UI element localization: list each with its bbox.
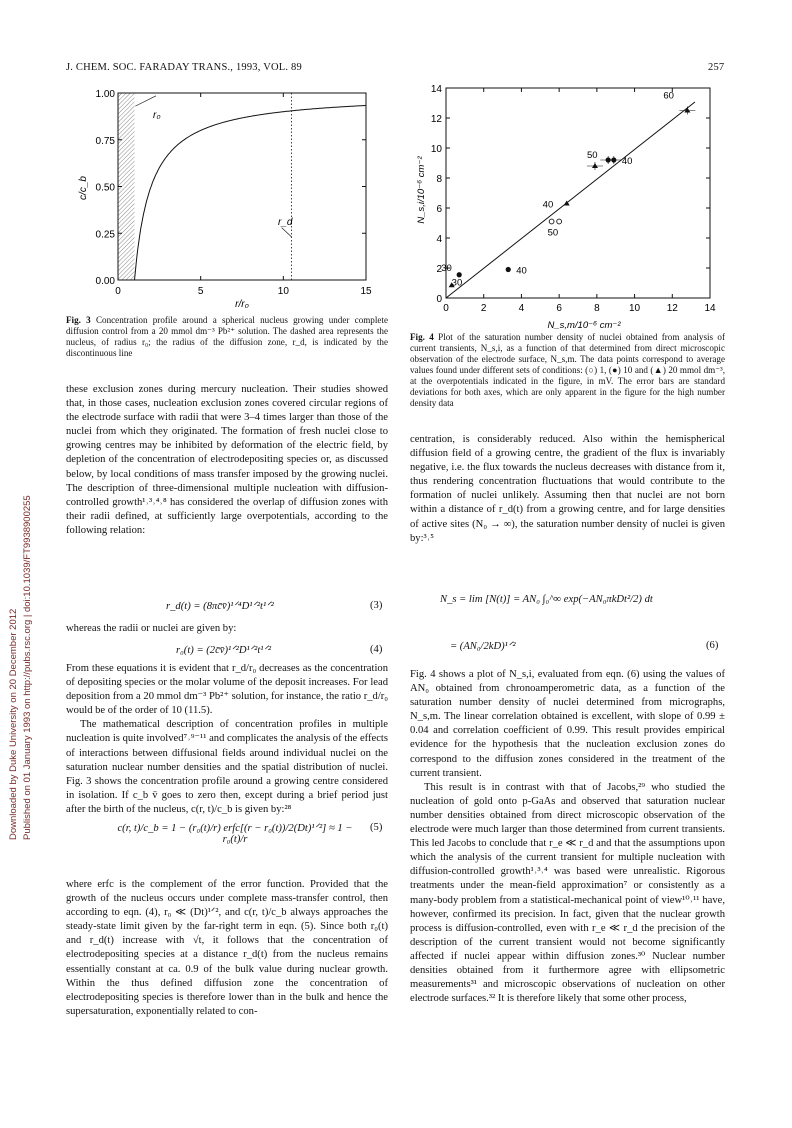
fig4-ytick-label: 14 [430,84,442,95]
fig4-caption-text: Plot of the saturation number density of nuclei obtained from analysis of current transients, N_s,i, as a function of that determined from direct microscopic observation of the electrode surface, N_s,m. The data points correspond to average values found under different sets of conditions: (○) 1, (●) 10 and (▲) 20 mmol dm⁻³, at the overpotentials indicated in the figure, in mV. The error bars are standard deviations for both axes, which are only apparent in the figure for the high number density data [410,332,725,408]
fig4-xlabel: N_s,m/10⁻⁶ cm⁻² [547,320,621,331]
col1-paragraph-1: these exclusion zones during mercury nucleation. Their studies showed that, in those cases, nucleation exclusion zones covered circular regions of the electrode surface with radii that were 3–4 times larger than those of the nuclei from which they originated. The formation of fresh nuclei close to growing centres may be inhibited by deformation of the electric field, by depletion of the concentration of electrodepositing species or, as discussed below, by local conditions of mass transfer imposed by the growing nuclei. The description of three-dimensional multiple nucleation with diffusion-controlled growth¹˒³˒⁴˒⁸ has considered the overlap of diffusion zones with their radii defined, at sufficiently large overpotentials, according to the following relation: [66,384,388,536]
fig4-ytick-label: 6 [436,204,442,215]
equation-6a: N_s = lim [N(t)] = AN₀ ∫₀^∞ exp(−AN₀πkDt²/2) dt [440,594,653,605]
fig4-point-label: 40 [542,199,554,211]
fig4-point-label: 40 [516,265,527,277]
fig4-caption [410,332,725,409]
sidebar [4,300,33,840]
fig4-xtick-label: 0 [443,303,449,314]
equation-3: r_d(t) = (8πc̄v̄)¹ᐟ⁴D¹ᐟ²t¹ᐟ² [166,601,274,612]
fig4-xtick-label: 4 [518,303,525,314]
fig3-ytick-label: 0.50 [95,182,115,194]
equation-4: r₀(t) = (2c̄v̄)¹ᐟ²D¹ᐟ²t¹ᐟ² [176,645,272,656]
fig4-xtick-label: 12 [666,303,678,314]
fig3-xtick-label: 15 [360,286,372,297]
fig4-xtick-label: 2 [480,303,487,314]
col2-paragraph-3: This result is in contrast with that of Jacobs,²⁹ who studied the nucleation of gold onto p-GaAs and observed that saturation nuclear number densities obtained from direct microscopic observation of the electrode were much larger than those determined from current transients. This led Jacobs to conclude that r_e ≪ r_d and that the assumptions upon which the analysis of the current transient for multiple nucleation with diffusion-controlled growth¹˒³˒⁴ was based were unrealistic. Rigorous treatments under the mean-field approximation⁷ or consistently as a many-body problem from a statistical-mechanical point of view¹⁰˒¹¹ have, however, confirmed its precision. In fact, given that the nuclear growth process is diffusion-controlled, even with r_e ≪ r_d the precision of the description of the current transient would not become significantly affected if nuclei appear within diffusion zones.³⁰ Nuclear number densities obtained from it furthermore agree with ellipsometric measurements³¹ and microscopic observations of nucleation on other electrode surfaces.³² It is therefore likely that some other process, [410,781,725,1005]
fig4-point-label: 30 [441,262,452,274]
fig3-chart [66,85,396,310]
fig4-xtick-label: 10 [629,303,641,314]
fig4-xtick-label: 14 [704,303,716,314]
fig4-ytick-label: 0 [436,294,442,305]
fig4-ylabel: N_s,i/10⁻⁶ cm⁻² [416,156,427,224]
fig4-xtick-label: 6 [556,303,562,314]
fig3-rd-pointer [282,228,292,237]
body-col1-bottom [66,878,388,1019]
fig3-label-r0: r₀ [153,110,161,121]
fig4-xtick-label: 8 [594,303,600,314]
fig3-caption [66,315,388,359]
fig3-concentration-curve [135,106,367,281]
fig4-chart [410,80,720,332]
fig4-point-open-circle [549,219,554,224]
col2-paragraph-2: Fig. 4 shows a plot of N_s,i, evaluated from eqn. (6) using the values of AN₀ obtained from chronoamperometric data, as a function of the saturation number density of nuclei determined from micrographs, N_s,m. The linear correlation obtained is excellent, with slope of 0.99 ± 0.04 and correlation coefficient of 0.99. This result provides empirical evidence for the hypothesis that the nucleation exclusion zones do correspond to the diffusion zones considered in the treatment of the current transient. [410,669,725,779]
fig4-point-filled-circle [506,267,511,272]
fig4-fit-line [446,102,695,298]
fig3-caption-text: Concentration profile around a spherical nucleus growing under complete diffusion control from a 20 mmol dm⁻³ Pb²⁺ solution. The dashed area represents the nucleus, of radius r₀; the radius of the diffusion zone, r_d, is indicated by the discontinuous line [66,315,388,358]
fig3-ytick-label: 1.00 [95,89,115,100]
equation-3-number: (3) [370,600,383,611]
equation-6-number: (6) [706,640,719,651]
fig3-r0-pointer [135,96,156,106]
body-col2-top [410,433,725,546]
col1-paragraph-5: where erfc is the complement of the error function. Provided that the growth of the nucleus occurs under complete mass-transfer control, then according to eqn. (4), r₀ ≪ (Dt)¹ᐟ², and c(r, t)/c_b always approaches the steady-state limit given by the far-right term in eqn. (5). Since both r₀(t) and r_d(t) increase with √t, it follows that the concentration of electrodepositing species at a distance r_d(t) from the nucleus remains essentially constant at ca. 0.9 of the bulk value during nuclear growth. Within the thus defined diffusion zone the concentration of electrodepositing species is therefore lower than in the bulk and hence the supersaturation, exponentially related to con- [66,879,388,1017]
fig3-axes-frame [118,93,366,280]
body-col1-mid [66,662,388,817]
fig3-label-rd: r_d [278,217,293,228]
fig4-point-label: 30 [451,277,463,289]
col2-paragraph-1: centration, is considerably reduced. Also within the hemispherical diffusion field of a growing centre, the gradient of the flux is invariably negative, i.e. the flux towards the nucleus decreases with distance from it, thus rendering concentration fluctuations that would contribute to the formation of nuclei unlikely. Assuming then that nuclei are not born within a distance of r_d(t) from a growing centre, and for large densities of active sites (N₀ → ∞), the saturation number density of nuclei is given by:³˒⁵ [410,434,725,544]
fig4-point-label: 60 [663,90,674,102]
fig4-point-label: 50 [547,227,559,239]
fig4-point-label: 40 [621,156,633,167]
fig3-ytick-label: 0.00 [95,276,115,287]
col1-paragraph-2: whereas the radii or nuclei are given by: [66,623,237,634]
fig3-xtick-label: 0 [115,286,121,297]
fig4-ytick-label: 4 [436,234,442,245]
fig3-xlabel: r/r₀ [235,299,249,310]
journal-header: J. CHEM. SOC. FARADAY TRANS., 1993, VOL. 89 [66,62,302,73]
fig4-ytick-label: 8 [436,174,442,185]
fig4-point-open-circle [557,219,562,224]
fig3-ytick-label: 0.75 [95,135,115,147]
fig4-point-label: 50 [586,150,598,161]
body-col1-top [66,383,388,538]
fig3-xtick-label: 10 [277,286,289,297]
fig3-ytick-label: 0.25 [95,229,115,241]
page-number: 257 [708,62,725,73]
sidebar-published: Published on 01 January 1993 on http://pubs.rsc.org | doi:10.1039/FT9938900255 [22,495,33,840]
equation-6b: = (AN₀/2kD)¹ᐟ² [450,641,516,652]
body-col2-bottom [410,668,725,1006]
fig3-xtick-label: 5 [197,286,204,297]
fig4-ytick-label: 2 [436,264,442,275]
fig3-caption-label: Fig. 3 [66,315,91,325]
sidebar-downloaded: Downloaded by Duke University on 20 December 2012 [8,608,19,840]
fig4-caption-label: Fig. 4 [410,332,434,342]
col1-paragraph-3: From these equations it is evident that r_d/r₀ decreases as the concentration of depositing species or the molar volume of the deposit increases. For lead deposition from a 20 mmol dm⁻³ Pb²⁺ solution, for instance, the ratio r_d/r₀ would be of the order of 10 (11.5). [66,663,388,717]
fig3-ylabel: c/c_b [78,176,89,200]
equation-5-number: (5) [370,822,383,833]
fig4-ytick-label: 10 [430,144,442,155]
fig4-ytick-label: 12 [430,114,442,125]
equation-5: c(r, t)/c_b = 1 − (r₀(t)/r) erfc[(r − r₀(t))/2(Dt)¹ᐟ²] ≈ 1 − r₀(t)/r [117,823,353,845]
equation-4-number: (4) [370,644,383,655]
col1-paragraph-4: The mathematical description of concentration profiles in multiple nucleation is quite involved⁷˒⁹⁻¹¹ and complicates the analysis of the effects of interactions between diffusional fields around individual nuclei on the saturation nuclear number densities and the spatial distribution of nuclei. Fig. 3 shows the concentration profile around a growing centre considered in isolation. If c_b v̄ goes to zero then, except during a brief period just after the birth of the nucleus, c(r, t)/c_b is given by:²⁸ [66,719,388,815]
